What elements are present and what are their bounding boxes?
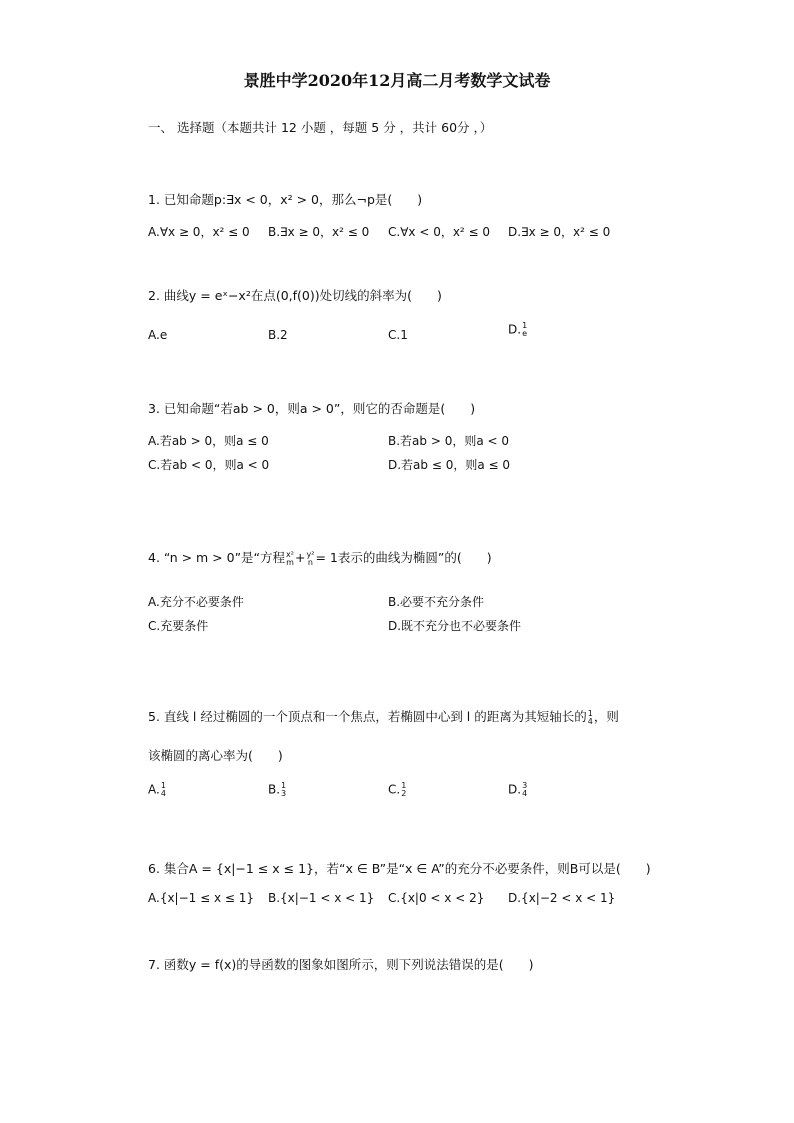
question-5-stem-start: 5. 直线 l 经过椭圆的一个顶点和一个焦点，若椭圆中心到 l 的距离为其短轴长的 — [148, 709, 587, 724]
question-2-stem: 2. 曲线y = eˣ−x²在点(0,f(0))处切线的斜率为( ) — [148, 288, 442, 303]
question-5-option-a — [148, 782, 167, 798]
fraction — [161, 782, 166, 798]
fraction — [401, 782, 406, 798]
question-1-option-c: C.∀x < 0，x² ≤ 0 — [388, 225, 491, 239]
question-3-stem: 3. 已知命题“若ab > 0，则a > 0”，则它的否命题是( ) — [148, 401, 476, 416]
question-4-option-a: A.充分不必要条件 — [148, 595, 244, 609]
question-1-stem: 1. 已知命题p:∃x < 0，x² > 0，那么¬p是( ) — [148, 192, 423, 207]
fraction-denominator: 4 — [587, 716, 593, 726]
fraction — [522, 322, 527, 338]
fraction-denominator: e — [522, 329, 528, 338]
fraction-numerator: 3 — [522, 781, 528, 790]
option-prefix: D. — [508, 322, 522, 337]
fraction-denominator: 2 — [401, 789, 407, 798]
fraction — [522, 782, 527, 798]
fraction-y2-over-n — [306, 551, 314, 567]
fraction-numerator: 1 — [522, 321, 528, 330]
question-3-option-c: C.若ab < 0，则a < 0 — [148, 458, 270, 472]
option-prefix: B. — [268, 782, 281, 797]
question-5-stem-end: ，则 — [593, 709, 619, 724]
question-6-option-b: B.{x|−1 < x < 1} — [268, 891, 375, 905]
fraction — [281, 782, 286, 798]
question-4-option-d: D.既不充分也不必要条件 — [388, 619, 522, 633]
page-title: 景胜中学2020年12月高二月考数学文试卷 — [243, 71, 551, 90]
question-2-option-a: A.e — [148, 328, 168, 342]
question-5-option-d — [508, 782, 528, 798]
section-heading: 一、 选择题（本题共计 12 小题 ，每题 5 分 ，共计 60分 ，） — [148, 120, 493, 135]
question-2-option-d — [508, 322, 528, 338]
fraction-denominator: m — [286, 557, 294, 567]
option-prefix: A. — [148, 782, 160, 797]
fraction-denominator: 3 — [281, 789, 287, 798]
question-6-option-d: D.{x|−2 < x < 1} — [508, 891, 616, 905]
question-5-stem-line2: 该椭圆的离心率为( ) — [148, 748, 283, 763]
question-4-stem-start: 4. “n > m > 0”是“方程 — [148, 550, 286, 565]
question-4-stem-end: = 1表示的曲线为椭圆”的( ) — [315, 550, 492, 565]
question-1-option-b: B.∃x ≥ 0，x² ≤ 0 — [268, 225, 370, 239]
fraction-numerator: 1 — [281, 781, 287, 790]
fraction-denominator: 4 — [522, 789, 528, 798]
option-prefix: D. — [508, 782, 522, 797]
fraction-numerator: 1 — [160, 781, 166, 790]
question-5-option-c — [388, 782, 407, 798]
question-3-option-b: B.若ab > 0，则a < 0 — [388, 434, 510, 448]
question-4-stem — [148, 548, 492, 567]
question-1-option-d: D.∃x ≥ 0，x² ≤ 0 — [508, 225, 611, 239]
question-6-option-c: C.{x|0 < x < 2} — [388, 891, 485, 905]
question-5-stem — [148, 707, 619, 726]
option-prefix: C. — [388, 782, 401, 797]
question-7-stem: 7. 函数y = f(x)的导函数的图象如图所示，则下列说法错误的是( ) — [148, 957, 534, 972]
question-3-option-d: D.若ab ≤ 0，则a ≤ 0 — [388, 458, 511, 472]
question-2-option-b: B.2 — [268, 328, 288, 342]
question-6-stem: 6. 集合A = {x|−1 ≤ x ≤ 1}，若“x ∈ B”是“x ∈ A”的充分不必要条件，则B可以是( ) — [148, 861, 651, 876]
fraction-denominator: n — [307, 557, 313, 567]
fraction-numerator: 1 — [587, 708, 593, 718]
question-1-option-a: A.∀x ≥ 0，x² ≤ 0 — [148, 225, 250, 239]
fraction-numerator: y² — [306, 549, 315, 559]
question-5-option-b — [268, 782, 287, 798]
fraction-numerator: 1 — [401, 781, 407, 790]
question-4-option-c: C.充要条件 — [148, 619, 209, 633]
fraction-denominator: 4 — [160, 789, 166, 798]
question-2-option-c: C.1 — [388, 328, 408, 342]
fraction-one-quarter — [588, 710, 593, 726]
plus-sign: + — [295, 550, 306, 565]
question-6-option-a: A.{x|−1 ≤ x ≤ 1} — [148, 891, 255, 905]
question-3-option-a: A.若ab > 0，则a ≤ 0 — [148, 434, 269, 448]
fraction-x2-over-m — [286, 551, 294, 567]
fraction-numerator: x² — [286, 549, 294, 559]
question-4-option-b: B.必要不充分条件 — [388, 595, 485, 609]
